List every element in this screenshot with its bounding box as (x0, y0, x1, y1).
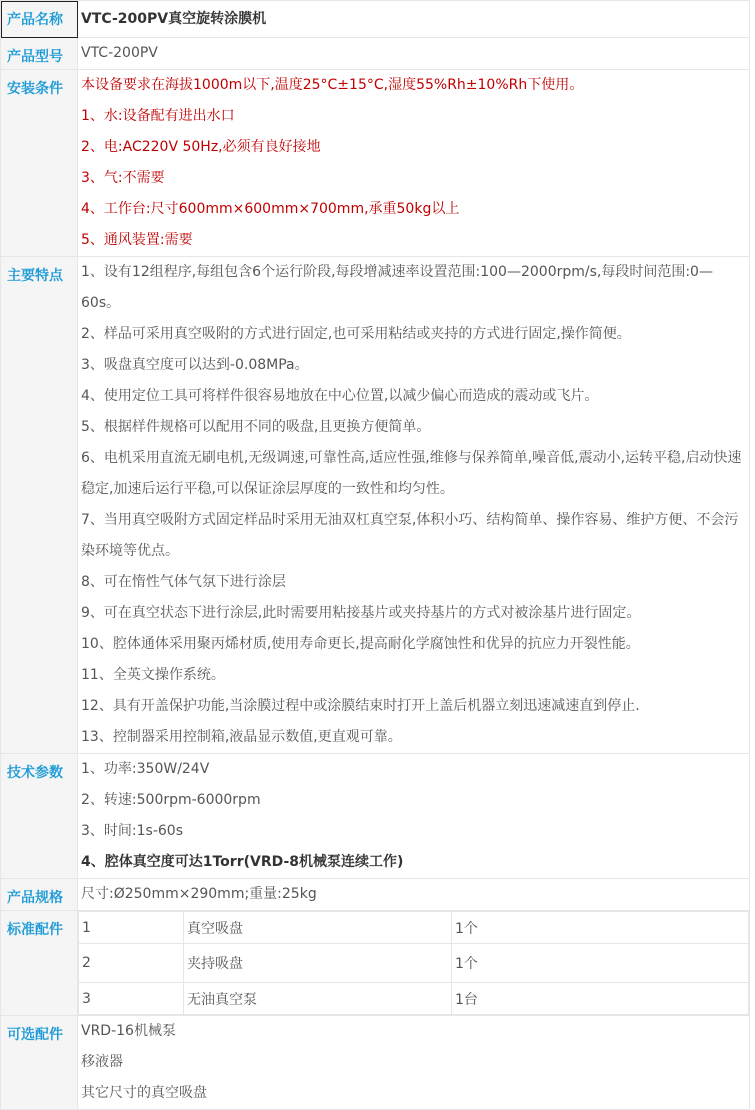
optional-item: VRD-16机械泵 (81, 1023, 176, 1039)
tech-line: 3、时间:1s-60s (81, 823, 183, 839)
part-no: 2 (79, 944, 184, 983)
feature-item: 9、可在真空状态下进行涂层,此时需要用粘接基片或夹持基片的方式对被涂基片进行固定。 (81, 605, 641, 621)
feature-item: 1、设有12组程序,每组包含6个运行阶段,每段增减速率设置范围:100—2000rpm/s,每段时间范围:0—60s。 (81, 264, 713, 311)
part-qty: 1个 (452, 912, 749, 944)
row-product-model (1, 38, 750, 70)
product-name-value: VTC-200PV真空旋转涂膜机 (81, 11, 267, 27)
install-line: 本设备要求在海拔1000m以下,温度25°C±15°C,湿度55%Rh±10%Rh下使用。 (81, 77, 584, 93)
part-name: 真空吸盘 (184, 912, 452, 944)
spec-value: 尺寸:Ø250mm×290mm;重量:25kg (81, 886, 317, 902)
tech-line-vacuum: 4、腔体真空度可达1Torr(VRD-8机械泵连续工作) (81, 854, 404, 870)
install-line: 2、电:AC220V 50Hz,必须有良好接地 (81, 139, 321, 155)
feature-item: 2、样品可采用真空吸附的方式进行固定,也可采用粘结或夹持的方式进行固定,操作简便。 (81, 326, 631, 342)
label-product-model: 产品型号 (1, 38, 78, 70)
row-standard (1, 911, 750, 1016)
standard-parts-table (78, 911, 749, 1015)
row-install (1, 70, 750, 257)
row-features (1, 257, 750, 754)
feature-item: 7、当用真空吸附方式固定样品时采用无油双杠真空泵,体积小巧、结构简单、操作容易、维护方便、不会污染环境等优点。 (81, 512, 739, 559)
table-row (79, 912, 749, 944)
table-row (79, 983, 749, 1015)
label-tech: 技术参数 (1, 754, 78, 879)
feature-item: 13、控制器采用控制箱,液晶显示数值,更直观可靠。 (81, 729, 402, 745)
row-product-name (1, 1, 750, 38)
label-standard: 标准配件 (1, 911, 78, 1016)
label-features: 主要特点 (1, 257, 78, 754)
label-optional: 可选配件 (1, 1016, 78, 1110)
table-row (79, 944, 749, 983)
feature-item: 4、使用定位工具可将样件很容易地放在中心位置,以减少偏心而造成的震动或飞片。 (81, 388, 599, 404)
label-product-name: 产品名称 (1, 1, 78, 38)
feature-item: 12、具有开盖保护功能,当涂膜过程中或涂膜结束时打开上盖后机器立刻迅速减速直到停止. (81, 698, 640, 714)
part-name: 无油真空泵 (184, 983, 452, 1015)
part-name: 夹持吸盘 (184, 944, 452, 983)
tech-line: 2、转速:500rpm-6000rpm (81, 792, 261, 808)
feature-item: 6、电机采用直流无刷电机,无级调速,可靠性高,适应性强,维修与保养简单,噪音低,震动小,运转平稳,启动快速稳定,加速后运行平稳,可以保证涂层厚度的一致性和均匀性。 (81, 450, 742, 497)
row-spec (1, 879, 750, 911)
feature-item: 10、腔体通体采用聚丙烯材质,使用寿命更长,提高耐化学腐蚀性和优异的抗应力开裂性能。 (81, 636, 640, 652)
row-tech (1, 754, 750, 879)
feature-item: 11、全英文操作系统。 (81, 667, 225, 683)
part-qty: 1个 (452, 944, 749, 983)
optional-item: 其它尺寸的真空吸盘 (81, 1085, 207, 1101)
label-spec: 产品规格 (1, 879, 78, 911)
product-model-value: VTC-200PV (81, 45, 158, 61)
feature-item: 8、可在惰性气体气氛下进行涂层 (81, 574, 286, 590)
label-install: 安装条件 (1, 70, 78, 257)
part-qty: 1台 (452, 983, 749, 1015)
install-line: 5、通风装置:需要 (81, 232, 193, 248)
optional-item: 移液器 (81, 1054, 123, 1070)
tech-line: 1、功率:350W/24V (81, 761, 210, 777)
install-line: 3、气:不需要 (81, 170, 165, 186)
row-optional (1, 1016, 750, 1110)
part-no: 3 (79, 983, 184, 1015)
install-line: 4、工作台:尺寸600mm×600mm×700mm,承重50kg以上 (81, 201, 460, 217)
part-no: 1 (79, 912, 184, 944)
install-line: 1、水:设备配有进出水口 (81, 108, 235, 124)
feature-item: 3、吸盘真空度可以达到-0.08MPa。 (81, 357, 309, 373)
feature-item: 5、根据样件规格可以配用不同的吸盘,且更换方便简单。 (81, 419, 431, 435)
